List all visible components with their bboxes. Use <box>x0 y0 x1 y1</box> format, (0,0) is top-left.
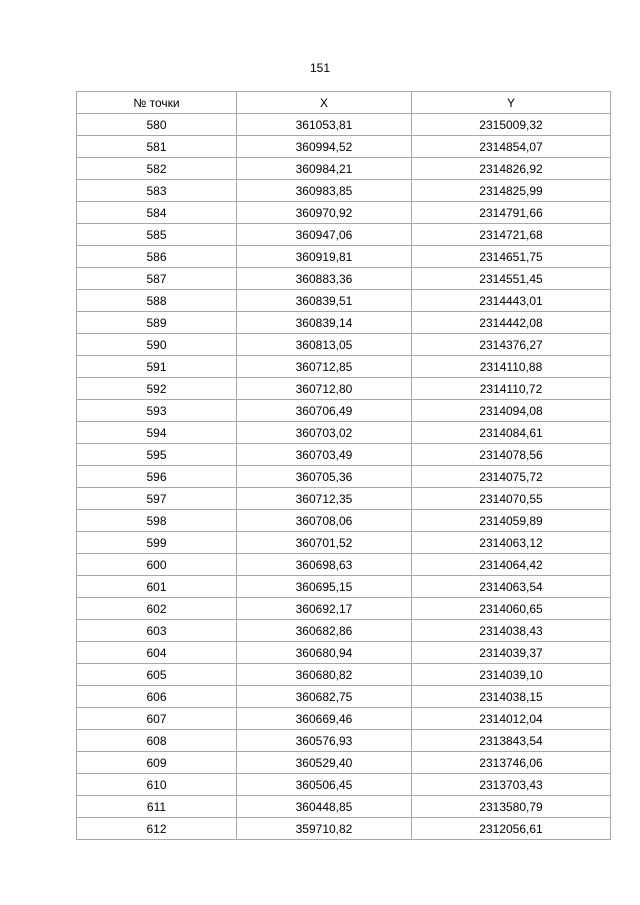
cell-y: 2314075,72 <box>412 466 611 488</box>
table-row <box>77 334 611 356</box>
table-row <box>77 356 611 378</box>
cell-point-number: 593 <box>77 400 237 422</box>
cell-x: 360680,94 <box>237 642 412 664</box>
cell-point-number: 586 <box>77 246 237 268</box>
cell-y: 2314039,37 <box>412 642 611 664</box>
table-row <box>77 598 611 620</box>
table-row <box>77 136 611 158</box>
table-row <box>77 532 611 554</box>
table-row <box>77 796 611 818</box>
cell-x: 360919,81 <box>237 246 412 268</box>
cell-y: 2314070,55 <box>412 488 611 510</box>
cell-point-number: 595 <box>77 444 237 466</box>
cell-point-number: 582 <box>77 158 237 180</box>
cell-point-number: 601 <box>77 576 237 598</box>
cell-point-number: 605 <box>77 664 237 686</box>
cell-x: 360839,51 <box>237 290 412 312</box>
cell-point-number: 592 <box>77 378 237 400</box>
cell-y: 2313843,54 <box>412 730 611 752</box>
cell-point-number: 589 <box>77 312 237 334</box>
table-row <box>77 642 611 664</box>
cell-x: 360698,63 <box>237 554 412 576</box>
cell-y: 2312056,61 <box>412 818 611 840</box>
cell-point-number: 612 <box>77 818 237 840</box>
cell-y: 2314038,43 <box>412 620 611 642</box>
table-row <box>77 202 611 224</box>
cell-x: 359710,82 <box>237 818 412 840</box>
cell-y: 2314064,42 <box>412 554 611 576</box>
cell-point-number: 600 <box>77 554 237 576</box>
table-row <box>77 620 611 642</box>
table-row <box>77 818 611 840</box>
cell-y: 2314376,27 <box>412 334 611 356</box>
cell-y: 2314854,07 <box>412 136 611 158</box>
table-row <box>77 730 611 752</box>
page-number: 151 <box>309 61 331 75</box>
cell-point-number: 596 <box>77 466 237 488</box>
cell-point-number: 585 <box>77 224 237 246</box>
cell-x: 360695,15 <box>237 576 412 598</box>
cell-y: 2314825,99 <box>412 180 611 202</box>
cell-point-number: 608 <box>77 730 237 752</box>
table-row <box>77 510 611 532</box>
cell-point-number: 604 <box>77 642 237 664</box>
cell-point-number: 581 <box>77 136 237 158</box>
cell-y: 2313703,43 <box>412 774 611 796</box>
cell-x: 360682,86 <box>237 620 412 642</box>
cell-point-number: 597 <box>77 488 237 510</box>
cell-x: 360712,85 <box>237 356 412 378</box>
table-row <box>77 422 611 444</box>
cell-point-number: 590 <box>77 334 237 356</box>
table-row <box>77 378 611 400</box>
header-point-number: № точки <box>77 92 237 114</box>
cell-x: 360703,49 <box>237 444 412 466</box>
cell-x: 361053,81 <box>237 114 412 136</box>
cell-y: 2314084,61 <box>412 422 611 444</box>
header-x: X <box>237 92 412 114</box>
cell-x: 360813,05 <box>237 334 412 356</box>
table-row <box>77 246 611 268</box>
cell-x: 360883,36 <box>237 268 412 290</box>
cell-x: 360706,49 <box>237 400 412 422</box>
cell-x: 360680,82 <box>237 664 412 686</box>
cell-y: 2314063,12 <box>412 532 611 554</box>
table-header-row <box>77 92 611 114</box>
cell-y: 2314443,01 <box>412 290 611 312</box>
cell-point-number: 609 <box>77 752 237 774</box>
cell-x: 360448,85 <box>237 796 412 818</box>
cell-x: 360669,46 <box>237 708 412 730</box>
cell-x: 360682,75 <box>237 686 412 708</box>
cell-y: 2314651,75 <box>412 246 611 268</box>
cell-x: 360692,17 <box>237 598 412 620</box>
cell-point-number: 610 <box>77 774 237 796</box>
cell-y: 2314442,08 <box>412 312 611 334</box>
cell-x: 360712,80 <box>237 378 412 400</box>
cell-x: 360529,40 <box>237 752 412 774</box>
cell-y: 2314791,66 <box>412 202 611 224</box>
table-body <box>77 114 611 840</box>
cell-y: 2314721,68 <box>412 224 611 246</box>
cell-x: 360947,06 <box>237 224 412 246</box>
cell-point-number: 588 <box>77 290 237 312</box>
cell-y: 2314110,88 <box>412 356 611 378</box>
table-row <box>77 400 611 422</box>
cell-point-number: 580 <box>77 114 237 136</box>
cell-y: 2314039,10 <box>412 664 611 686</box>
cell-x: 360983,85 <box>237 180 412 202</box>
cell-y: 2314063,54 <box>412 576 611 598</box>
table-row <box>77 752 611 774</box>
cell-x: 360984,21 <box>237 158 412 180</box>
cell-point-number: 611 <box>77 796 237 818</box>
cell-x: 360701,52 <box>237 532 412 554</box>
table-row <box>77 312 611 334</box>
cell-point-number: 583 <box>77 180 237 202</box>
cell-x: 360712,35 <box>237 488 412 510</box>
cell-point-number: 587 <box>77 268 237 290</box>
cell-x: 360703,02 <box>237 422 412 444</box>
cell-point-number: 594 <box>77 422 237 444</box>
table-row <box>77 444 611 466</box>
table-row <box>77 180 611 202</box>
table-row <box>77 554 611 576</box>
cell-point-number: 598 <box>77 510 237 532</box>
cell-y: 2313580,79 <box>412 796 611 818</box>
table-row <box>77 488 611 510</box>
cell-point-number: 591 <box>77 356 237 378</box>
cell-x: 360839,14 <box>237 312 412 334</box>
cell-y: 2314059,89 <box>412 510 611 532</box>
cell-x: 360994,52 <box>237 136 412 158</box>
table-row <box>77 114 611 136</box>
table-row <box>77 158 611 180</box>
table-row <box>77 466 611 488</box>
cell-point-number: 599 <box>77 532 237 554</box>
cell-y: 2315009,32 <box>412 114 611 136</box>
cell-y: 2314038,15 <box>412 686 611 708</box>
header-y: Y <box>412 92 611 114</box>
cell-point-number: 606 <box>77 686 237 708</box>
cell-y: 2314094,08 <box>412 400 611 422</box>
cell-y: 2314012,04 <box>412 708 611 730</box>
cell-y: 2314551,45 <box>412 268 611 290</box>
coordinates-table <box>76 91 611 840</box>
cell-point-number: 607 <box>77 708 237 730</box>
table-row <box>77 576 611 598</box>
table-row <box>77 686 611 708</box>
cell-x: 360970,92 <box>237 202 412 224</box>
cell-point-number: 603 <box>77 620 237 642</box>
table-row <box>77 268 611 290</box>
cell-point-number: 584 <box>77 202 237 224</box>
cell-y: 2314078,56 <box>412 444 611 466</box>
cell-y: 2314060,65 <box>412 598 611 620</box>
cell-x: 360708,06 <box>237 510 412 532</box>
table-row <box>77 664 611 686</box>
cell-x: 360576,93 <box>237 730 412 752</box>
cell-point-number: 602 <box>77 598 237 620</box>
cell-y: 2314826,92 <box>412 158 611 180</box>
cell-x: 360705,36 <box>237 466 412 488</box>
table-row <box>77 708 611 730</box>
cell-x: 360506,45 <box>237 774 412 796</box>
table-row <box>77 290 611 312</box>
table-row <box>77 224 611 246</box>
table-row <box>77 774 611 796</box>
cell-y: 2313746,06 <box>412 752 611 774</box>
cell-y: 2314110,72 <box>412 378 611 400</box>
